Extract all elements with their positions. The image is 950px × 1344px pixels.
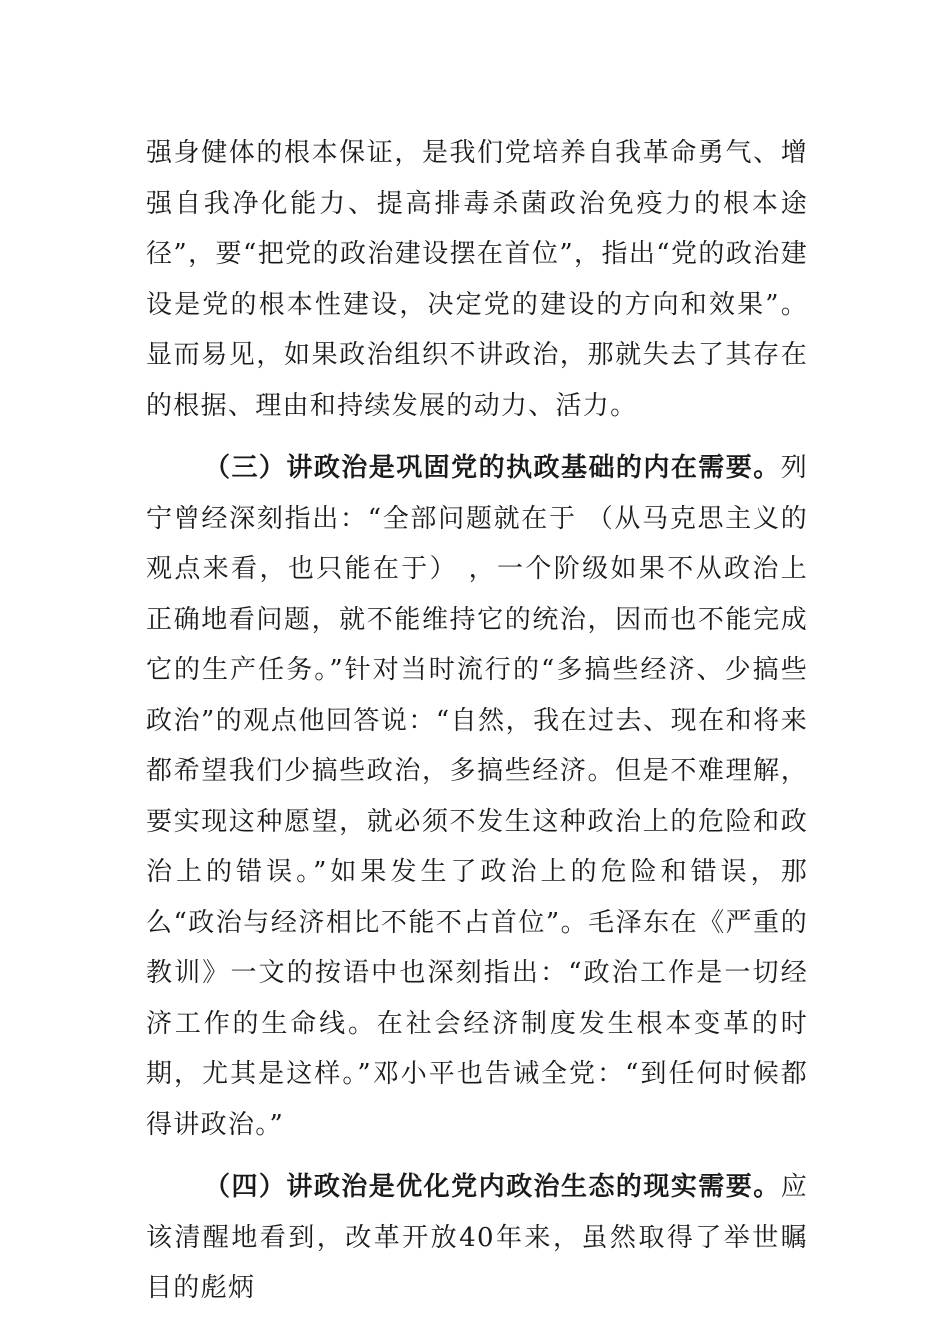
paragraph-section-three [146,443,808,1150]
paragraph-text: 应该清醒地看到，改革开放40年来，虽然取得了举世瞩目的彪炳 [146,1172,808,1303]
paragraph-section-four [146,1162,808,1314]
paragraph-text: 强身健体的根本保证，是我们党培养自我革命勇气、增强自我净化能力、提高排毒杀菌政治免疫力的根本途径”，要“把党的政治建设摆在首位”，指出“党的政治建设是党的根本性建设，决定党的建设的方向和效果”。显而易见，如果政治组织不讲政治，那就失去了其存在的根据、理由和持续发展的动力、活力。 [146,138,808,421]
section-heading: （四）讲政治是优化党内政治生态的现实需要。 [204,1172,781,1202]
paragraph-text: 列宁曾经深刻指出：“全部问题就在于 （从马克思主义的观点来看，也只能在于） ，一个阶级如果不从政治上正确地看问题，就不能维持它的统治，因而也不能完成它的生产任务。”针对当时流行的“多搞些经济、少搞些政治”的观点他回答说：“自然，我在过去、现在和将来都希望我们少搞些政治，多搞些经济。但是不难理解，要实现这种愿望，就必须不发生这种政治上的危险和政治上的错误。”如果发生了政治上的危险和错误，那么“政治与经济相比不能不占首位”。毛泽东在《严重的教训》一文的按语中也深刻指出：“政治工作是一切经济工作的生命线。在社会经济制度发生根本变革的时期，尤其是这样。”邓小平也告诫全党：“到任何时候都得讲政治。” [146,453,808,1140]
section-heading: （三）讲政治是巩固党的执政基础的内在需要。 [204,453,781,483]
document-body [146,128,808,1326]
paragraph-continuation [146,128,808,431]
